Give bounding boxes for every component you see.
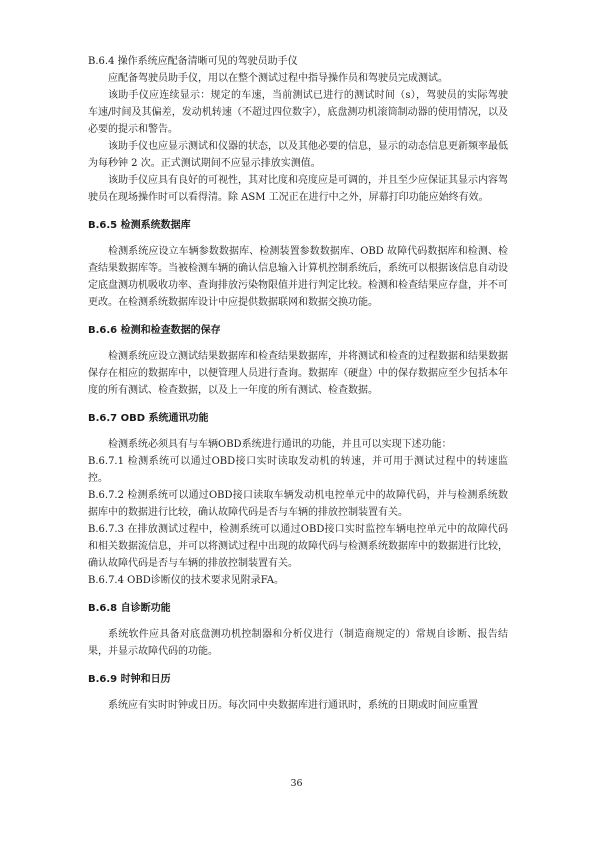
section-b68-heading: B.6.8 自诊断功能 <box>88 603 171 614</box>
section-b64-para-2: 该助手仪应连续显示：规定的车速，当前测试已进行的测试时间（s），驾驶员的实际驾驶车速/时间及其偏差，发动机转速（不超过四位数字），底盘测功机滚筒制动器的使用情况，以及必要的提示和警告。 <box>88 90 508 135</box>
section-b68-para-1: 系统软件应具备对底盘测功机控制器和分析仪进行（制造商规定的）常规自诊断、报告结果，并显示故障代码的功能。 <box>88 629 508 657</box>
section-b65-para-1: 检测系统应设立车辆参数数据库、检测装置参数数据库、OBD 故障代码数据库和检测、检查结果数据库等。当被检测车辆的确认信息输入计算机控制系统后，系统可以根据该信息自动设定底盘测功机吸收功率、查询排放污染物限值并进行判定比较。检测和检查结果应存盘，并不可更改。在检测系统数据库设计中应提供数据联网和数据交换功能。 <box>88 246 508 308</box>
section-b69-para-1: 系统应有实时时钟或日历。每次同中央数据库进行通讯时，系统的日期或时间应重置 <box>108 700 478 711</box>
section-b64-para-1: 应配备驾驶员助手仪，用以在整个测试过程中指导操作员和驾驶员完成测试。 <box>108 73 448 84</box>
section-b64-para-3: 该助手仪也应显示测试和仪器的状态，以及其他必要的信息，显示的动态信息更新频率最低为每秒钟 2 次。正式测试期间不应显示排放实测值。 <box>88 141 508 169</box>
section-b66-para-1: 检测系统应设立测试结果数据库和检查结果数据库，并将测试和检查的过程数据和结果数据保存在相应的数据库中，以便管理人员进行查询。数据库（硬盘）中的保存数据应至少包括本年度的所有测试、检查数据，以及上一年度的所有测试、检查数据。 <box>88 351 508 396</box>
section-b67-para-1: 检测系统必须具有与车辆OBD系统进行通讯的功能，并且可以实现下述功能： <box>108 439 452 450</box>
section-b66-heading: B.6.6 检测和检查数据的保存 <box>88 325 221 336</box>
section-b65-heading: B.6.5 检测系统数据库 <box>88 220 191 231</box>
section-b672-item: B.6.7.2 检测系统可以通过OBD接口读取车辆发动机电控单元中的故障代码，并与检测系统数据库中的数据进行比较，确认故障代码是否与车辆的排放控制装置有关。 <box>88 490 508 518</box>
page-number: 36 <box>290 778 303 789</box>
section-b674-item: B.6.7.4 OBD诊断仪的技术要求见附录FA。 <box>88 575 285 586</box>
section-b64-para-4: 该助手仪应具有良好的可视性，其对比度和亮度应是可调的，并且至少应保证其显示内容驾驶员在现场操作时可以看得清。除 ASM 工况正在进行中之外，屏幕打印功能应始终有效。 <box>88 175 508 203</box>
section-b671-item: B.6.7.1 检测系统可以通过OBD接口实时读取发动机的转速，并可用于测试过程中的转速监控。 <box>88 456 508 484</box>
section-b64-heading: B.6.4 操作系统应配备清晰可见的驾驶员助手仪 <box>88 56 298 67</box>
page-content <box>88 53 508 714</box>
section-b69-heading: B.6.9 时钟和日历 <box>88 674 171 685</box>
section-b673-item: B.6.7.3 在排放测试过程中，检测系统可以通过OBD接口实时监控车辆电控单元中的故障代码和相关数据流信息，并可以将测试过程中出现的故障代码与检测系统数据库中的数据进行比较，确认故障代码是否与车辆的排放控制装置有关。 <box>88 524 508 569</box>
section-b67-heading: B.6.7 OBD 系统通讯功能 <box>88 413 209 424</box>
